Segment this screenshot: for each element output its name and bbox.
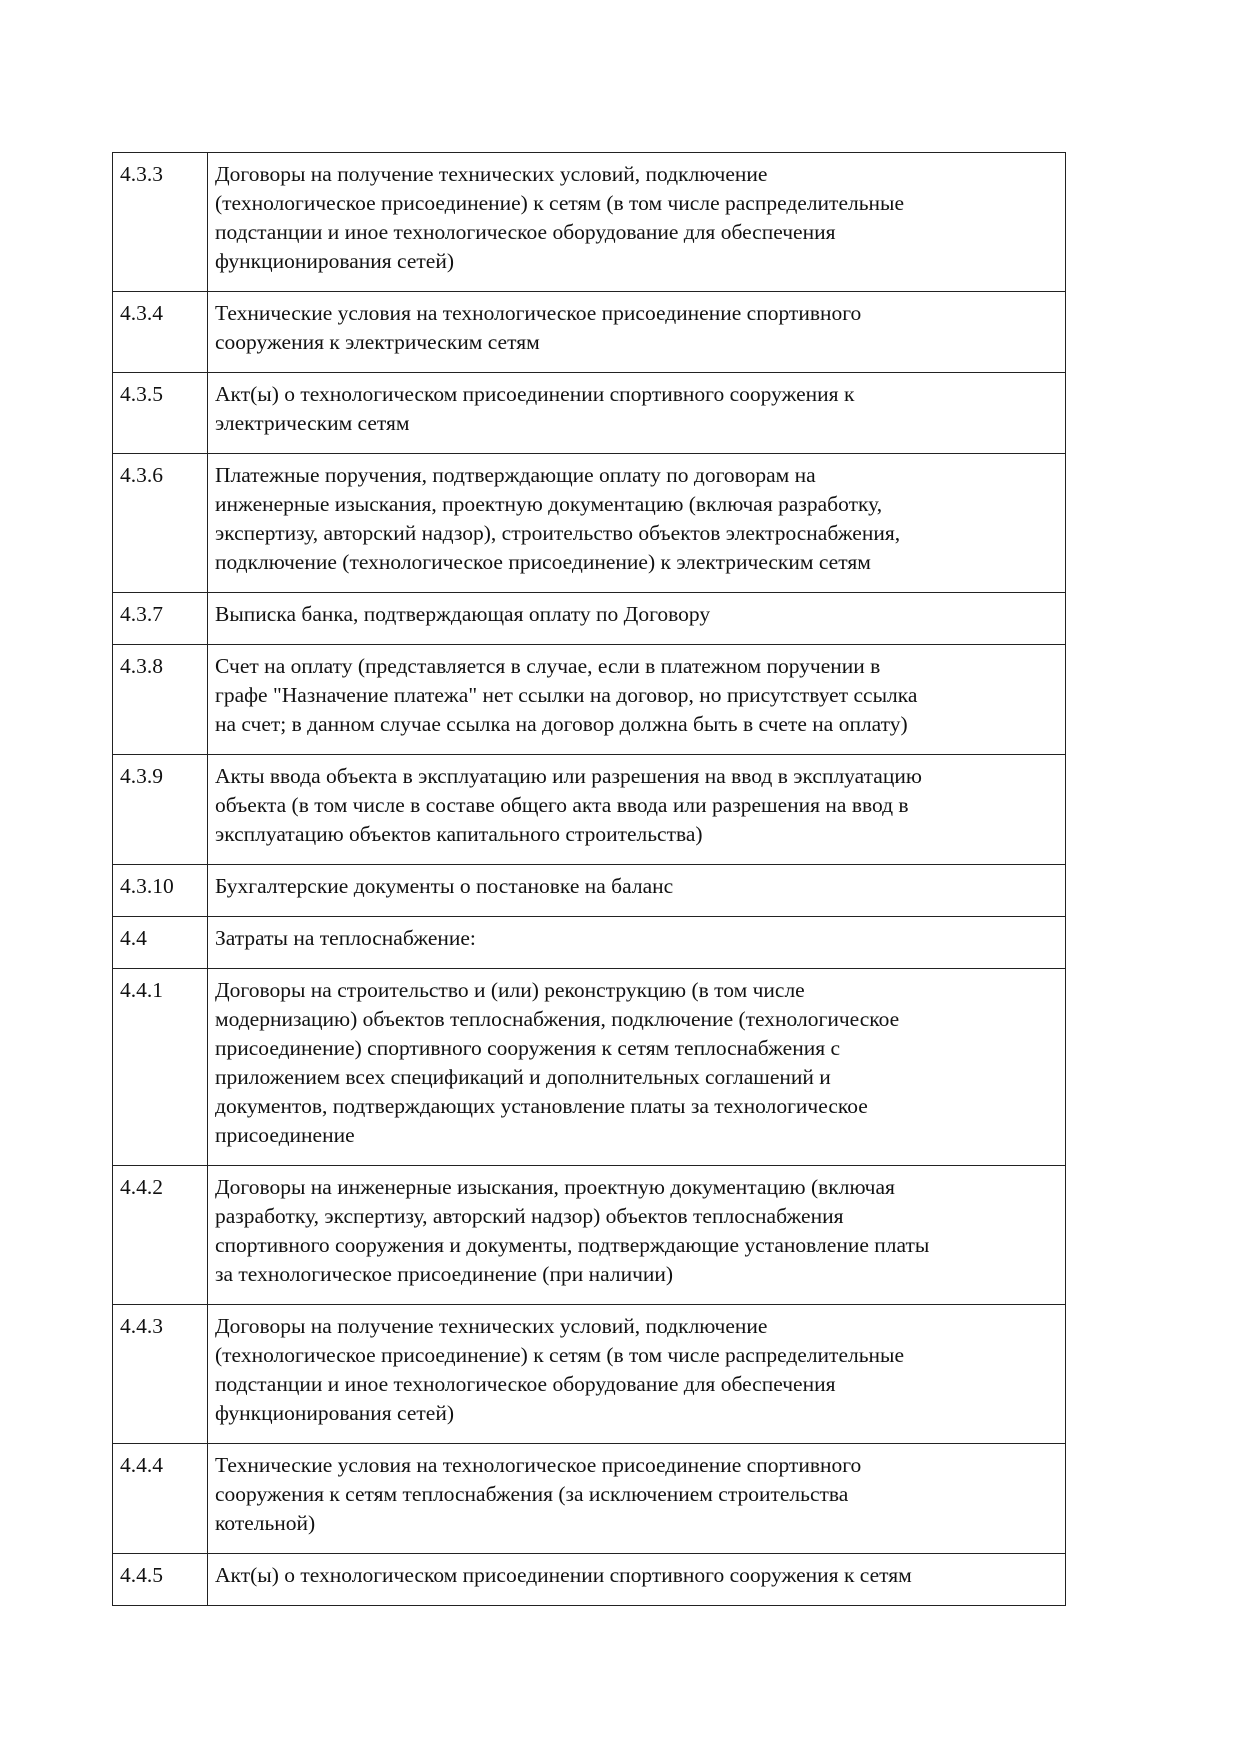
description-line: Платежные поручения, подтверждающие оплату по договорам на [215, 463, 816, 487]
item-number: 4.4.5 [113, 1554, 208, 1606]
description-line: Счет на оплату (представляется в случае, если в платежном поручении в [215, 654, 881, 678]
table-body [113, 153, 1066, 1606]
item-number: 4.3.3 [113, 153, 208, 292]
description-line: (технологическое присоединение) к сетям (в том числе распределительные [215, 1343, 905, 1367]
description-line: Бухгалтерские документы о постановке на баланс [215, 874, 674, 898]
description-line: разработку, экспертизу, авторский надзор) объектов теплоснабжения [215, 1204, 844, 1228]
table-row [113, 645, 1066, 755]
item-number: 4.3.6 [113, 454, 208, 593]
item-description [208, 373, 1066, 454]
description-line: экспертизу, авторский надзор), строительство объектов электроснабжения, [215, 521, 901, 545]
item-description [208, 1305, 1066, 1444]
item-description [208, 645, 1066, 755]
item-description [208, 755, 1066, 865]
item-number: 4.3.4 [113, 292, 208, 373]
item-number: 4.4.1 [113, 969, 208, 1166]
description-line: за технологическое присоединение (при наличии) [215, 1262, 674, 1286]
item-number: 4.4.4 [113, 1444, 208, 1554]
description-line: Акты ввода объекта в эксплуатацию или разрешения на ввод в эксплуатацию [215, 764, 922, 788]
table-row [113, 1305, 1066, 1444]
description-line: Выписка банка, подтверждающая оплату по Договору [215, 602, 711, 626]
item-description [208, 153, 1066, 292]
item-description [208, 1444, 1066, 1554]
description-line: функционирования сетей) [215, 249, 455, 273]
description-line: Договоры на инженерные изыскания, проектную документацию (включая [215, 1175, 895, 1199]
description-line: Акт(ы) о технологическом присоединении спортивного сооружения к [215, 382, 855, 406]
table-row [113, 755, 1066, 865]
table-row [113, 1444, 1066, 1554]
description-line: присоединение [215, 1123, 355, 1147]
table-row [113, 373, 1066, 454]
description-line: Технические условия на технологическое присоединение спортивного [215, 301, 862, 325]
item-description [208, 1166, 1066, 1305]
description-line: объекта (в том числе в составе общего акта ввода или разрешения на ввод в [215, 793, 909, 817]
item-description [208, 292, 1066, 373]
item-description [208, 969, 1066, 1166]
description-line: подстанции и иное технологическое оборудование для обеспечения [215, 1372, 836, 1396]
item-number: 4.3.10 [113, 865, 208, 917]
description-line: Затраты на теплоснабжение: [215, 926, 476, 950]
description-line: модернизацию) объектов теплоснабжения, подключение (технологическое [215, 1007, 900, 1031]
item-number: 4.4.3 [113, 1305, 208, 1444]
description-line: сооружения к электрическим сетям [215, 330, 540, 354]
description-line: приложением всех спецификаций и дополнительных соглашений и [215, 1065, 831, 1089]
item-number: 4.3.8 [113, 645, 208, 755]
table-row [113, 292, 1066, 373]
description-line: документов, подтверждающих установление платы за технологическое [215, 1094, 868, 1118]
item-description [208, 1554, 1066, 1606]
table-row [113, 969, 1066, 1166]
description-line: спортивного сооружения и документы, подтверждающие установление платы [215, 1233, 930, 1257]
description-line: котельной) [215, 1511, 316, 1535]
item-description [208, 865, 1066, 917]
description-line: подстанции и иное технологическое оборудование для обеспечения [215, 220, 836, 244]
description-line: сооружения к сетям теплоснабжения (за исключением строительства [215, 1482, 849, 1506]
table-row [113, 1554, 1066, 1606]
description-line: эксплуатацию объектов капитального строительства) [215, 822, 703, 846]
description-line: электрическим сетям [215, 411, 410, 435]
description-line: функционирования сетей) [215, 1401, 455, 1425]
table-row [113, 865, 1066, 917]
item-number: 4.3.7 [113, 593, 208, 645]
table-row [113, 917, 1066, 969]
description-line: Акт(ы) о технологическом присоединении спортивного сооружения к сетям [215, 1563, 912, 1587]
item-number: 4.4.2 [113, 1166, 208, 1305]
description-line: Договоры на получение технических условий, подключение [215, 1314, 768, 1338]
description-line: на счет; в данном случае ссылка на договор должна быть в счете на оплату) [215, 712, 908, 736]
description-line: инженерные изыскания, проектную документацию (включая разработку, [215, 492, 883, 516]
table-row [113, 153, 1066, 292]
documents-table [112, 152, 1066, 1606]
table-row [113, 454, 1066, 593]
description-line: Договоры на строительство и (или) реконструкцию (в том числе [215, 978, 805, 1002]
description-line: присоединение) спортивного сооружения к сетям теплоснабжения с [215, 1036, 841, 1060]
item-number: 4.4 [113, 917, 208, 969]
table-row [113, 593, 1066, 645]
description-line: (технологическое присоединение) к сетям (в том числе распределительные [215, 191, 905, 215]
item-number: 4.3.5 [113, 373, 208, 454]
item-description [208, 454, 1066, 593]
description-line: графе "Назначение платежа" нет ссылки на договор, но присутствует ссылка [215, 683, 918, 707]
description-line: подключение (технологическое присоединение) к электрическим сетям [215, 550, 871, 574]
item-description [208, 593, 1066, 645]
table-row [113, 1166, 1066, 1305]
description-line: Технические условия на технологическое присоединение спортивного [215, 1453, 862, 1477]
item-description [208, 917, 1066, 969]
description-line: Договоры на получение технических условий, подключение [215, 162, 768, 186]
item-number: 4.3.9 [113, 755, 208, 865]
